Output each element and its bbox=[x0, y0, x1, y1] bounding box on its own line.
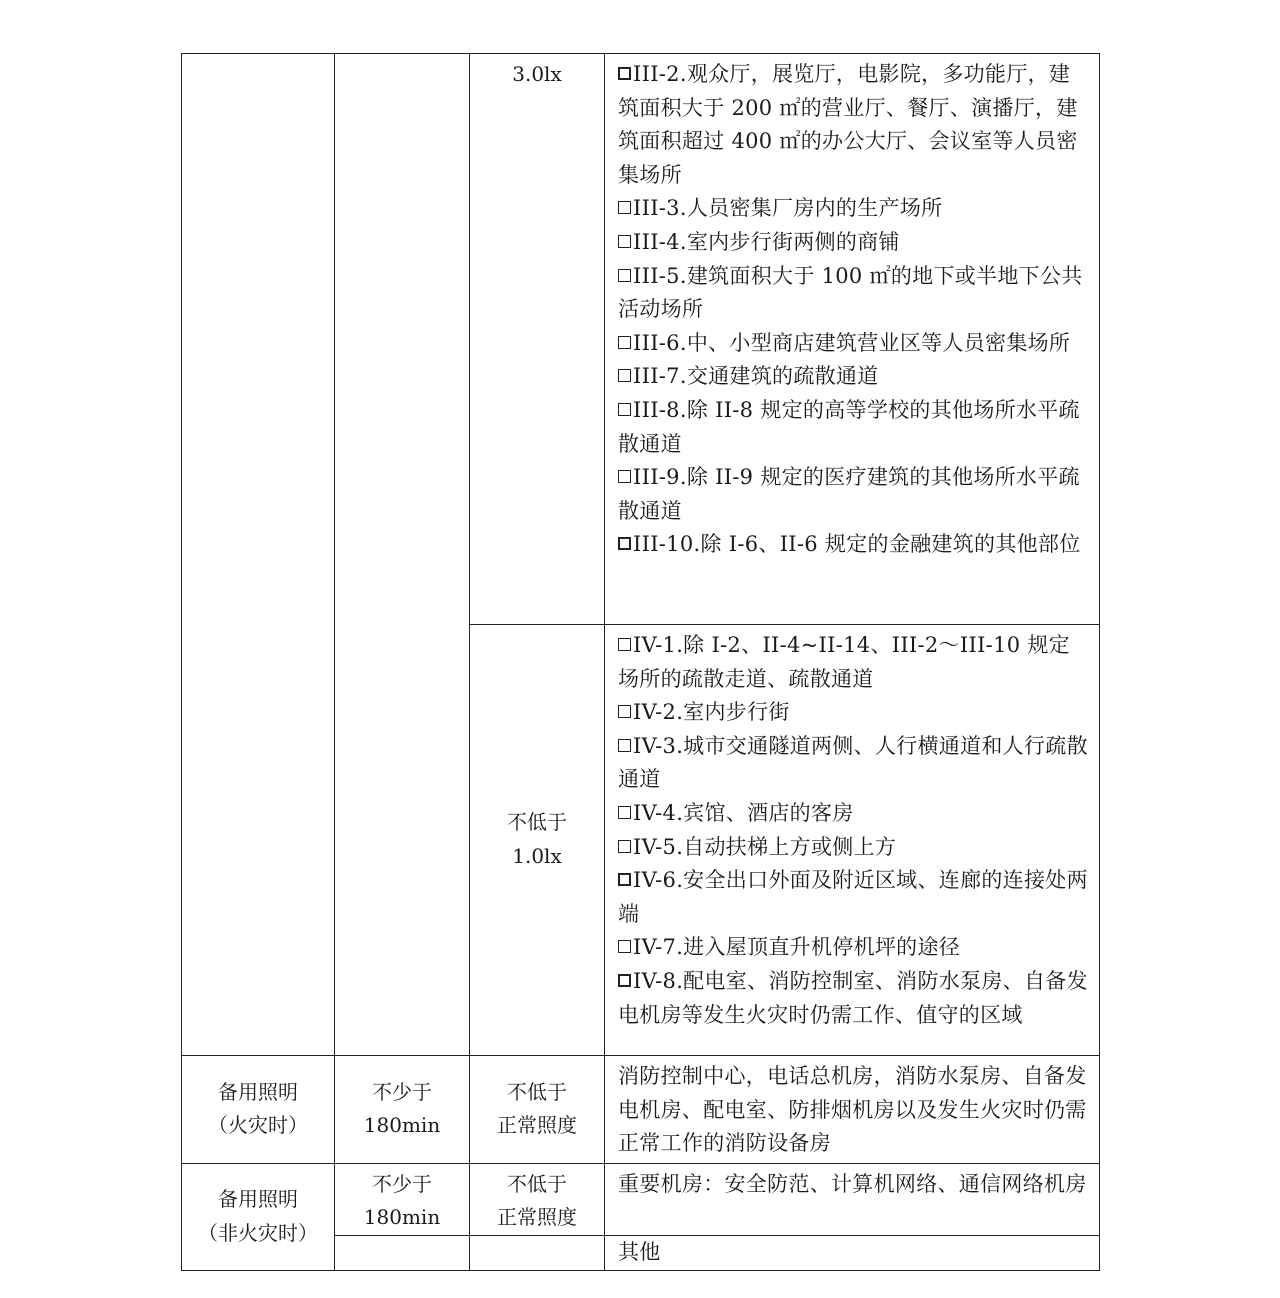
list-item: III-6.中、小型商店建筑营业区等人员密集场所 bbox=[618, 327, 1089, 361]
duration-cell: 不少于 180min bbox=[335, 1163, 470, 1235]
checkbox-icon[interactable] bbox=[618, 806, 631, 819]
location-list bbox=[605, 625, 1100, 1056]
checkbox-icon[interactable] bbox=[618, 873, 631, 886]
list-item: IV-3.城市交通隧道两侧、人行横通道和人行疏散通道 bbox=[618, 733, 1088, 792]
list-item: IV-7.进入屋顶直升机停机坪的途径 bbox=[618, 931, 1089, 965]
list-item: IV-5.自动扶梯上方或侧上方 bbox=[618, 831, 1089, 865]
list-item: IV-1.除 I-2、II-4~II-14、III-2～III-10 规定场所的疏散走道、疏散通道 bbox=[618, 633, 1070, 691]
illuminance-cell bbox=[470, 54, 605, 625]
list-item: IV-4.宾馆、酒店的客房 bbox=[618, 797, 1089, 831]
table-row bbox=[182, 54, 1100, 625]
list-item: IV-2.室内步行街 bbox=[618, 696, 1089, 730]
checkbox-icon[interactable] bbox=[618, 840, 631, 853]
type-cell-continued bbox=[182, 54, 335, 1056]
duration-cell: 不少于 180min bbox=[335, 1056, 470, 1164]
illuminance-cell: 不低于 1.0lx bbox=[470, 625, 605, 1056]
list-item: IV-6.安全出口外面及附近区域、连廊的连接处两端 bbox=[618, 868, 1088, 926]
illuminance-value: 3.0lx bbox=[512, 62, 562, 86]
checkbox-icon[interactable] bbox=[618, 470, 631, 483]
illuminance-cell: 不低于 正常照度 bbox=[470, 1163, 605, 1235]
list-item: III-8.除 II-8 规定的高等学校的其他场所水平疏散通道 bbox=[618, 397, 1080, 456]
location-description: 其他 bbox=[605, 1235, 1100, 1270]
location-description: 重要机房：安全防范、计算机网络、通信网络机房 bbox=[605, 1163, 1100, 1235]
table-row bbox=[182, 1163, 1100, 1235]
list-item: IV-8.配电室、消防控制室、消防水泵房、自备发电机房等发生火灾时仍需工作、值守的区域 bbox=[618, 968, 1088, 1027]
checkbox-icon[interactable] bbox=[618, 336, 631, 349]
checkbox-icon[interactable] bbox=[618, 638, 631, 651]
list-item: III-9.除 II-9 规定的医疗建筑的其他场所水平疏散通道 bbox=[618, 465, 1080, 523]
list-item: III-5.建筑面积大于 100 ㎡的地下或半地下公共活动场所 bbox=[618, 263, 1083, 322]
illuminance-cell-empty bbox=[470, 1235, 605, 1270]
checkbox-icon[interactable] bbox=[618, 269, 631, 282]
lighting-type-cell: 备用照明 （非火灾时） bbox=[182, 1163, 335, 1270]
checkbox-icon[interactable] bbox=[618, 201, 631, 214]
time-cell-continued bbox=[335, 54, 470, 1056]
checkbox-icon[interactable] bbox=[618, 705, 631, 718]
lighting-type-cell: 备用照明 （火灾时） bbox=[182, 1056, 335, 1164]
location-description: 消防控制中心，电话总机房，消防水泵房、自备发电机房、配电室、防排烟机房以及发生火灾时仍需正常工作的消防设备房 bbox=[605, 1056, 1100, 1164]
checkbox-icon[interactable] bbox=[618, 974, 631, 987]
location-list bbox=[605, 54, 1100, 625]
checkbox-icon[interactable] bbox=[618, 235, 631, 248]
list-item: III-4.室内步行街两侧的商铺 bbox=[618, 226, 1089, 260]
checkbox-icon[interactable] bbox=[618, 537, 631, 550]
list-item: III-10.除 I-6、II-6 规定的金融建筑的其他部位 bbox=[618, 528, 1089, 562]
illuminance-cell: 不低于 正常照度 bbox=[470, 1056, 605, 1164]
list-item: III-3.人员密集厂房内的生产场所 bbox=[618, 192, 1089, 226]
duration-cell-empty bbox=[335, 1235, 470, 1270]
checkbox-icon[interactable] bbox=[618, 403, 631, 416]
checkbox-icon[interactable] bbox=[618, 739, 631, 752]
checkbox-icon[interactable] bbox=[618, 940, 631, 953]
lighting-table bbox=[181, 53, 1100, 1271]
checkbox-icon[interactable] bbox=[618, 67, 631, 80]
list-item: III-7.交通建筑的疏散通道 bbox=[618, 360, 1089, 394]
checkbox-icon[interactable] bbox=[618, 369, 631, 382]
table-row bbox=[182, 1056, 1100, 1164]
list-item: III-2.观众厅，展览厅，电影院，多功能厅，建筑面积大于 200 ㎡的营业厅、餐厅、演播厅，建筑面积超过 400 ㎡的办公大厅、会议室等人员密集场所 bbox=[618, 62, 1078, 187]
